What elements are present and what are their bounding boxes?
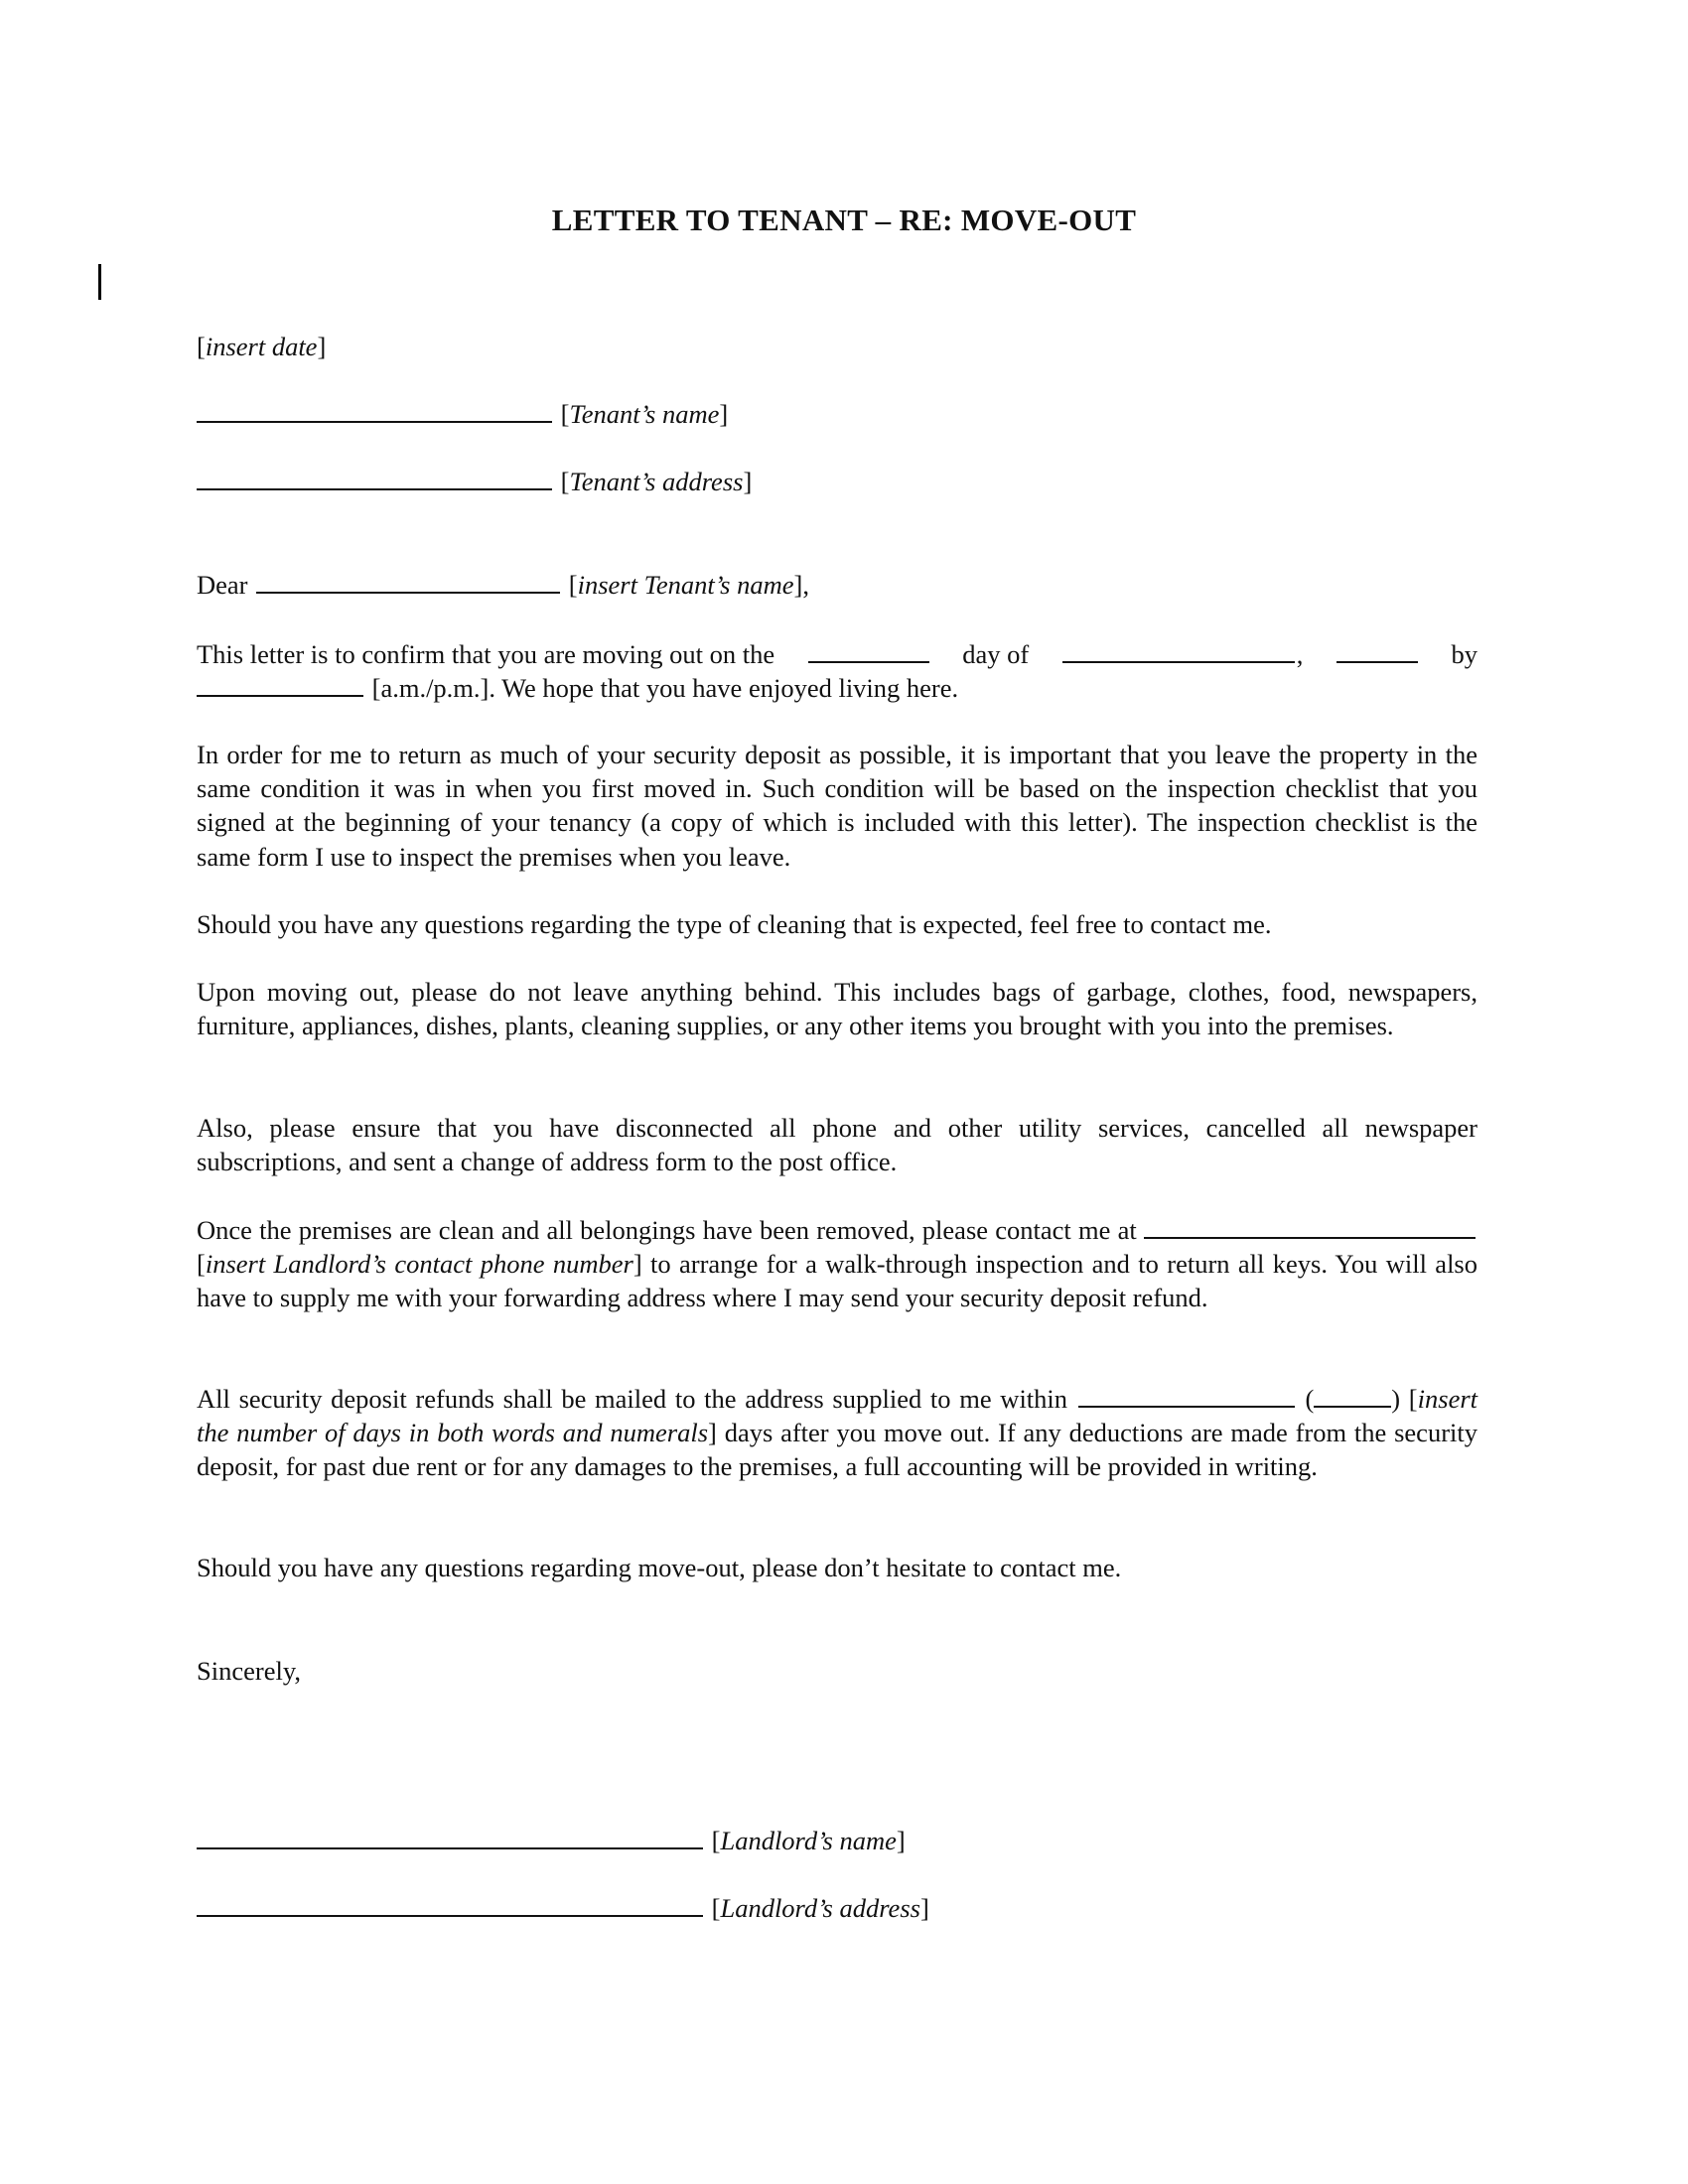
move-month-blank[interactable] — [1062, 639, 1295, 663]
sign-off: Sincerely, — [197, 1656, 301, 1686]
tenant-name-label: Tenant’s name — [569, 399, 720, 429]
tenant-address-label: Tenant’s address — [569, 467, 744, 496]
salutation-name-blank[interactable] — [256, 570, 560, 594]
landlord-name-line: [Landlord’s name] — [197, 1824, 1477, 1857]
landlord-address-blank[interactable] — [197, 1893, 703, 1917]
landlord-address-line: [Landlord’s address] — [197, 1891, 1477, 1925]
tenant-name-blank[interactable] — [197, 399, 552, 423]
paragraph-deposit: In order for me to return as much of your security deposit as possible, it is important that you leave the property in the same condition it was in when you first moved in. Such condition will be based on the inspection checklist that you signed at the beginning of your tenancy (a copy of which is included with this letter). The inspection checklist is the same form I use to inspect the premises when you leave. — [197, 740, 1477, 872]
tenant-address-line: [Tenant’s address] — [197, 465, 1477, 498]
paragraph-cleaning: Should you have any questions regarding the type of cleaning that is expected, feel free to contact me. — [197, 909, 1272, 939]
salutation-comma: , — [802, 570, 809, 600]
refund-text-2: days after you move out. If any deductions are made from the security deposit, for past due rent or for any damages to the premises, a full accounting will be provided in writing. — [197, 1418, 1477, 1482]
refund-text-1: All security deposit refunds shall be mailed to the address supplied to me within — [197, 1384, 1068, 1414]
move-day-blank[interactable] — [808, 639, 929, 663]
confirm-comma: , — [1296, 639, 1304, 669]
paragraph-closing: Should you have any questions regarding move-out, please don’t hesitate to contact me. — [197, 1553, 1122, 1582]
landlord-name-label: Landlord’s name — [720, 1826, 897, 1855]
landlord-phone-blank[interactable] — [1144, 1215, 1476, 1239]
date-placeholder[interactable]: insert date — [205, 332, 318, 361]
confirm-text-2: day of — [962, 639, 1030, 669]
contact-text-1: Once the premises are clean and all belongings have been removed, please contact me at — [197, 1215, 1137, 1245]
landlord-address-label: Landlord’s address — [720, 1893, 920, 1923]
paragraph-confirm — [197, 637, 1477, 705]
refund-days-placeholder: insert the number of days in both words and numerals — [197, 1384, 1478, 1448]
confirm-text-1: This letter is to confirm that you are moving out on the — [197, 639, 775, 669]
confirm-text-5: [a.m./p.m.]. We hope that you have enjoyed living here. — [371, 673, 959, 704]
text-cursor — [98, 264, 101, 300]
refund-days-words-blank[interactable] — [1078, 1384, 1295, 1408]
salutation-placeholder: insert Tenant’s name — [577, 570, 794, 600]
paragraph-contact: Once the premises are clean and all belongings have been removed, please contact me at [insert Landlord’s contact phone number] to arrange for a walk-through inspection and to return all keys. You will also have to supply me with your forwarding address where I may send your security deposit refund. — [197, 1215, 1477, 1313]
landlord-name-blank[interactable] — [197, 1826, 703, 1849]
refund-days-numerals-blank[interactable] — [1314, 1384, 1391, 1408]
confirm-text-4: by — [1451, 639, 1477, 669]
page-title: LETTER TO TENANT – RE: MOVE-OUT — [551, 203, 1137, 237]
contact-text-2: to arrange for a walk-through inspection and to return all keys. You will also have to supply me with your forwarding address where I may send your security deposit refund. — [197, 1249, 1477, 1313]
move-time-blank[interactable] — [197, 673, 363, 697]
paragraph-utilities: Also, please ensure that you have disconnected all phone and other utility services, cancelled all newspaper subscriptions, and sent a change of address form to the post office. — [197, 1113, 1477, 1177]
salutation-prefix: Dear — [197, 570, 248, 600]
paragraph-belongings: Upon moving out, please do not leave anything behind. This includes bags of garbage, clothes, food, newspapers, furniture, appliances, dishes, plants, cleaning supplies, or any other items you brought with you into the premises. — [197, 977, 1477, 1041]
tenant-address-blank[interactable] — [197, 467, 552, 490]
salutation: Dear [insert Tenant’s name], — [197, 570, 809, 600]
move-year-blank[interactable] — [1336, 639, 1418, 663]
date-line: [insert date] — [197, 332, 327, 361]
tenant-name-line: [Tenant’s name] — [197, 397, 1477, 431]
landlord-phone-placeholder: insert Landlord’s contact phone number — [205, 1249, 633, 1280]
paragraph-refund: All security deposit refunds shall be mailed to the address supplied to me within ( ) [insert the number of days in both words and numerals] days after you move out. If any deductions are made from the security deposit, for past due rent or for any damages to the premises, a full accounting will be provided in writing. — [197, 1384, 1478, 1482]
